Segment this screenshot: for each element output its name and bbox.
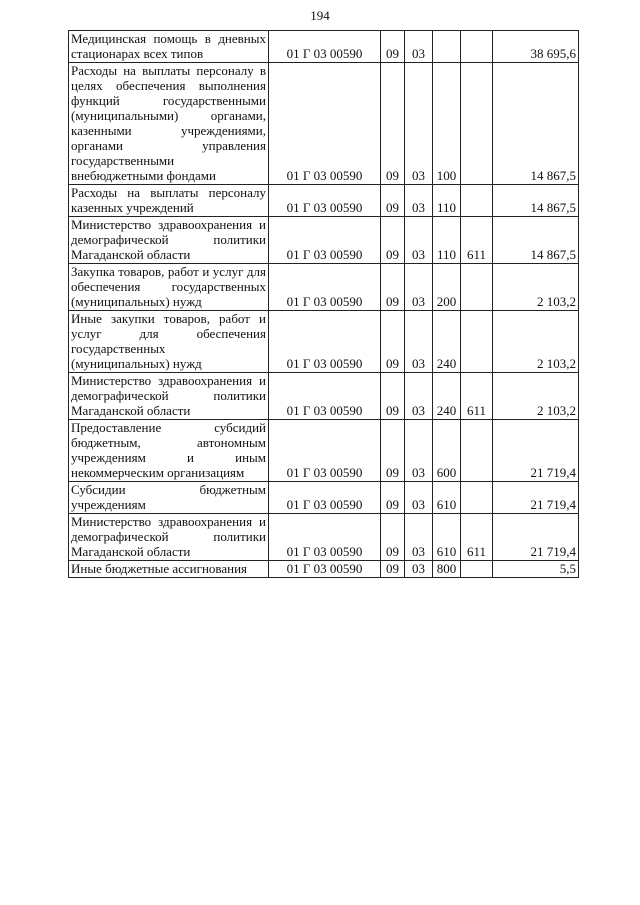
row-name-cell: Министерство здравоохранения и демографической политики Магаданской области (69, 514, 269, 561)
administrator-cell (461, 264, 493, 311)
target-code-cell: 01 Г 03 00590 (269, 561, 381, 578)
administrator-cell (461, 561, 493, 578)
subsection-cell: 03 (405, 217, 433, 264)
target-code-cell: 01 Г 03 00590 (269, 217, 381, 264)
table-row (69, 264, 579, 311)
expense-type-cell: 240 (433, 311, 461, 373)
budget-table-body (69, 31, 579, 578)
amount-cell: 2 103,2 (493, 373, 579, 420)
expense-type-cell: 110 (433, 217, 461, 264)
section-cell: 09 (381, 185, 405, 217)
expense-type-cell: 110 (433, 185, 461, 217)
subsection-cell: 03 (405, 561, 433, 578)
page-number: 194 (310, 8, 330, 23)
expense-type-cell: 240 (433, 373, 461, 420)
target-code-cell: 01 Г 03 00590 (269, 514, 381, 561)
subsection-cell: 03 (405, 264, 433, 311)
target-code-cell: 01 Г 03 00590 (269, 63, 381, 185)
administrator-cell (461, 420, 493, 482)
target-code-cell: 01 Г 03 00590 (269, 311, 381, 373)
target-code-cell: 01 Г 03 00590 (269, 373, 381, 420)
subsection-cell: 03 (405, 31, 433, 63)
section-cell: 09 (381, 420, 405, 482)
row-name-cell: Иные закупки товаров, работ и услуг для обеспечения государственных (муниципальных) нужд (69, 311, 269, 373)
administrator-cell: 611 (461, 514, 493, 561)
table-row (69, 217, 579, 264)
amount-cell: 5,5 (493, 561, 579, 578)
subsection-cell: 03 (405, 63, 433, 185)
row-name-cell: Министерство здравоохранения и демографической политики Магаданской области (69, 373, 269, 420)
target-code-cell: 01 Г 03 00590 (269, 185, 381, 217)
administrator-cell (461, 31, 493, 63)
expense-type-cell (433, 31, 461, 63)
table-row (69, 482, 579, 514)
row-name-cell: Медицинская помощь в дневных стационарах всех типов (69, 31, 269, 63)
administrator-cell (461, 185, 493, 217)
administrator-cell (461, 482, 493, 514)
table-row (69, 185, 579, 217)
amount-cell: 14 867,5 (493, 185, 579, 217)
amount-cell: 14 867,5 (493, 217, 579, 264)
row-name-cell: Закупка товаров, работ и услуг для обеспечения государственных (муниципальных) нужд (69, 264, 269, 311)
row-name-cell: Министерство здравоохранения и демографической политики Магаданской области (69, 217, 269, 264)
row-name-cell: Предоставление субсидий бюджетным, автономным учреждениям и иным некоммерческим организациям (69, 420, 269, 482)
table-row (69, 63, 579, 185)
amount-cell: 38 695,6 (493, 31, 579, 63)
expense-type-cell: 610 (433, 482, 461, 514)
amount-cell: 21 719,4 (493, 514, 579, 561)
amount-cell: 2 103,2 (493, 311, 579, 373)
subsection-cell: 03 (405, 514, 433, 561)
section-cell: 09 (381, 561, 405, 578)
expense-type-cell: 100 (433, 63, 461, 185)
amount-cell: 21 719,4 (493, 420, 579, 482)
section-cell: 09 (381, 482, 405, 514)
subsection-cell: 03 (405, 373, 433, 420)
section-cell: 09 (381, 514, 405, 561)
section-cell: 09 (381, 373, 405, 420)
target-code-cell: 01 Г 03 00590 (269, 482, 381, 514)
table-row (69, 420, 579, 482)
row-name-cell: Субсидии бюджетным учреждениям (69, 482, 269, 514)
table-row (69, 561, 579, 578)
expense-type-cell: 600 (433, 420, 461, 482)
administrator-cell: 611 (461, 217, 493, 264)
row-name-cell: Иные бюджетные ассигнования (69, 561, 269, 578)
subsection-cell: 03 (405, 311, 433, 373)
section-cell: 09 (381, 217, 405, 264)
target-code-cell: 01 Г 03 00590 (269, 420, 381, 482)
table-row (69, 373, 579, 420)
administrator-cell (461, 63, 493, 185)
expense-type-cell: 800 (433, 561, 461, 578)
row-name-cell: Расходы на выплаты персоналу казенных учреждений (69, 185, 269, 217)
administrator-cell: 611 (461, 373, 493, 420)
section-cell: 09 (381, 63, 405, 185)
table-row (69, 31, 579, 63)
expense-type-cell: 610 (433, 514, 461, 561)
amount-cell: 14 867,5 (493, 63, 579, 185)
budget-table (68, 30, 579, 578)
target-code-cell: 01 Г 03 00590 (269, 31, 381, 63)
target-code-cell: 01 Г 03 00590 (269, 264, 381, 311)
amount-cell: 21 719,4 (493, 482, 579, 514)
administrator-cell (461, 311, 493, 373)
section-cell: 09 (381, 311, 405, 373)
expense-type-cell: 200 (433, 264, 461, 311)
amount-cell: 2 103,2 (493, 264, 579, 311)
subsection-cell: 03 (405, 420, 433, 482)
section-cell: 09 (381, 31, 405, 63)
section-cell: 09 (381, 264, 405, 311)
subsection-cell: 03 (405, 185, 433, 217)
table-row (69, 514, 579, 561)
table-row (69, 311, 579, 373)
row-name-cell: Расходы на выплаты персоналу в целях обеспечения выполнения функций государственными (муниципальными) органами, казенными учреждениями, органами управления государственными внебюджетными фондами (69, 63, 269, 185)
subsection-cell: 03 (405, 482, 433, 514)
